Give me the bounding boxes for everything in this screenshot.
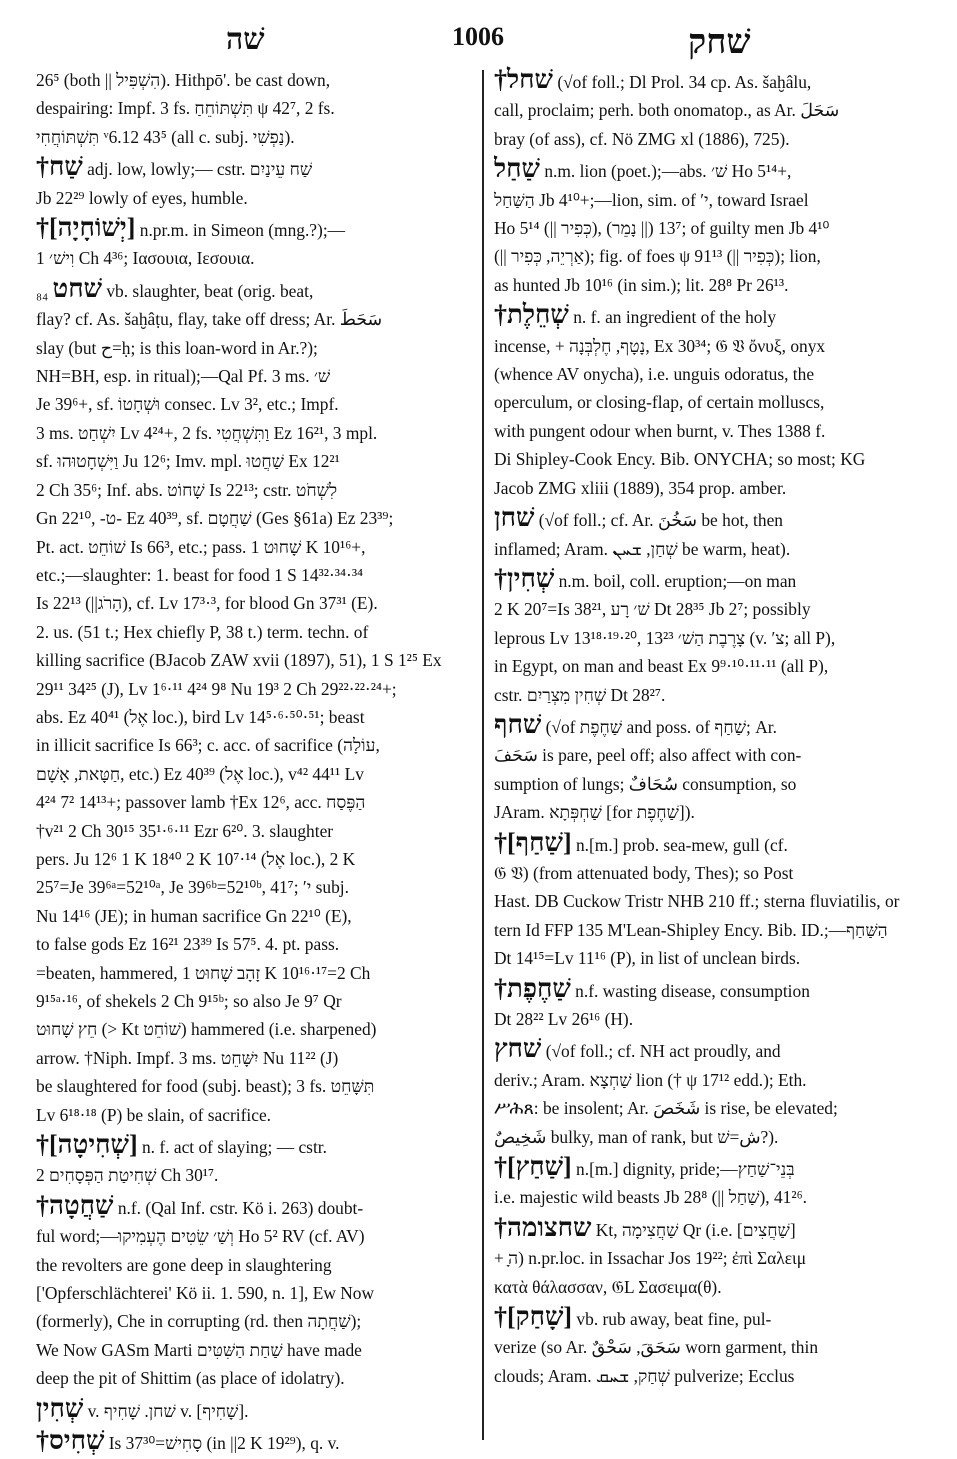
entry-text: n.m. boil, coll. eruption;—on man (558, 570, 797, 591)
entry-line (36, 362, 476, 390)
entry-line (36, 533, 476, 561)
entry-text: (|| אַרְיֵה, כְּפִיר); fig. of foes ψ 91¹³ (|| כְּפִיר); lion, (494, 246, 821, 267)
entry-text: to false gods Ez 16²¹ 23³⁹ Is 57⁵. 4. pt. pass. (36, 934, 340, 955)
entry-text: killing sacrifice (BJacob ZAW xvii (1897), 51), 1 S 1²⁵ Ex (36, 650, 442, 671)
entry-text: n.f. wasting disease, consumption (575, 980, 810, 1001)
entry-text: Kt, שַׁחֲצִימָה Qr (i.e. [שַׁחֲצִים] (595, 1219, 796, 1240)
entry-line (494, 1362, 932, 1390)
entry-line (494, 66, 932, 96)
entry-text: Gn 22¹⁰, -ט- Ez 40³⁹, sf. שַׁחֲטָם (Ges §61a) Ez 23³⁹; (36, 508, 394, 529)
entry-text: κατὰ θάλασσαν, 𝔊L Σασειμα(θ). (494, 1276, 722, 1297)
entry-text: n.[m.] dignity, pride;—בְּנֵי־שַׁחַץ (576, 1159, 795, 1180)
entry-line (494, 595, 932, 623)
entry-text: ful word;—וְשַׁ׳ שֵׂטִים הֶעְמִיקוּ Ho 5² RV (cf. AV) (36, 1226, 365, 1247)
dictionary-entry (494, 565, 932, 709)
dictionary-entry (494, 155, 932, 299)
column-divider (482, 70, 484, 1440)
entry-line (494, 798, 932, 826)
entry-line (494, 417, 932, 445)
dictionary-entry (494, 1035, 932, 1151)
entry-text: (formerly), Che in corrupting (rd. then שַׁחֲתָה); (36, 1311, 362, 1332)
entry-line (494, 242, 932, 270)
entry-line (36, 1222, 476, 1250)
entry-text: ['Opferschlächterei' Kö ii. 1. 590, n. 1], Ew Now (36, 1283, 375, 1304)
entry-headword: †שַׁחֲטָה (36, 1191, 114, 1220)
entry-line (494, 1273, 932, 1301)
entry-line (36, 1044, 476, 1072)
entry-text: + ה‍ָ) n.pr.loc. in Issachar Jos 19²²; ἐπὶ Σαλειμ (494, 1248, 807, 1269)
entry-text: sf. וַיִּשְׁחָטוּהוּ Ju 12⁶; Imv. mpl. שַׁחֲטוּ Ex 12²¹ (36, 451, 340, 472)
entry-line (36, 305, 476, 333)
dictionary-entry (36, 153, 476, 212)
entry-headword: †שְׁחֵלֶת (494, 301, 569, 330)
entry-text: Lv 6¹⁸·¹⁸ (P) be slain, of sacrifice. (36, 1104, 272, 1125)
entry-text: (whence AV onycha), i.e. unguis odoratus, the (494, 364, 815, 385)
entry-text: We Now GASm Marti שַׁחַת הַשִּׁטִּים have made (36, 1339, 362, 1360)
entry-line (494, 916, 932, 944)
entry-line (36, 646, 476, 674)
entry-line (36, 959, 476, 987)
entry-line (36, 244, 476, 272)
right-column (494, 66, 932, 1390)
entry-line (494, 652, 932, 680)
entry-text: arrow. †Niph. Impf. 3 ms. יִשָּׁחֵט Nu 11²² (J) (36, 1047, 339, 1068)
entry-text: 26⁵ (both || הִשְׁפִּיל). Hithpō'. be cast down, (36, 70, 331, 90)
entry-text: with pungent odour when burnt, v. Thes 1388 f. (494, 420, 826, 441)
entry-line (494, 1066, 932, 1094)
entry-text: deep the pit of Shittim (as place of idolatry). (36, 1368, 345, 1389)
entry-text: 𝔊 𝔙) (from attenuated body, Thes); so Post (494, 862, 794, 883)
entry-text: operculum, or closing-flap, of certain molluscs, (494, 392, 825, 413)
entry-line (494, 944, 932, 972)
entry-line (36, 447, 476, 475)
entry-text: חַטָּאת, אָשָׁם, etc.) Ez 40³⁹ (אֶל loc.), v⁴² 44¹¹ Lv (36, 763, 364, 784)
entry-text: be slaughtered for food (subj. beast); 3 fs. תִּשָּׁחֵט (36, 1076, 375, 1097)
entry-headword: †שַׁחֶפֶת (494, 974, 571, 1003)
entry-text: abs. Ez 40⁴¹ (אֶל loc.), bird Lv 14⁵·⁶·⁵⁰·⁵¹; beast (36, 706, 365, 727)
entry-line (494, 535, 932, 563)
entry-line (494, 445, 932, 473)
entry-line (36, 184, 476, 212)
entry-line (494, 1333, 932, 1361)
entry-text: Di Shipley-Cook Ency. Bib. ONYCHA; so most; KG (494, 449, 866, 470)
entry-text: תִּשְׁתּוֹחֲחִי ᵛ6.12 43⁵ (all c. subj. נַפְשִׁי). (36, 126, 295, 147)
entry-line (494, 681, 932, 709)
entry-line (494, 1214, 932, 1244)
entry-text: n. f. act of slaying; — cstr. (141, 1137, 327, 1158)
entry-text: سَحَفَ is pare, peel off; also affect with con- (494, 745, 802, 766)
entry-text: as hunted Jb 10¹⁶ (in sim.); lit. 28⁸ Pr 26¹³. (494, 274, 789, 295)
entry-line (36, 390, 476, 418)
entry-line (36, 153, 476, 183)
dictionary-entry (494, 1153, 932, 1212)
entry-text: Jb 22²⁹ lowly of eyes, humble. (36, 187, 248, 208)
entry-text: n.[m.] prob. sea-mew, gull (cf. (575, 834, 788, 855)
entry-text: Hast. DB Cuckow Tristr NHB 210 ff.; sterna fluviatilis, or (494, 891, 900, 912)
entry-line (494, 741, 932, 769)
entry-line (494, 829, 932, 859)
entry-line (494, 155, 932, 185)
running-head-left: שׁה (226, 22, 265, 57)
entry-headword: †שחצומה (494, 1213, 592, 1242)
entry-line (494, 271, 932, 299)
entry-text: (√of שַׁחֶפֶת and poss. of שַׁחַף; Ar. (545, 716, 777, 737)
entry-line (36, 1395, 476, 1425)
dictionary-entry (36, 275, 476, 1129)
entry-line (36, 987, 476, 1015)
entry-line (494, 1005, 932, 1033)
entry-text: Pt. act. שׁוֹחֵט Is 66³, etc.; pass. שָׁחוּט 1 K 10¹⁶+, (36, 536, 366, 557)
entry-text: slay (but ح=ḥ; is this loan-word in Ar.?); (36, 337, 318, 358)
dictionary-entry (494, 975, 932, 1034)
entry-headword: †[שַׁחַף] (494, 828, 572, 857)
entry-text: n.f. (Qal Inf. cstr. Kö i. 263) doubt- (117, 1197, 364, 1218)
entry-headword: †שְׁחִין (494, 564, 555, 593)
entry-text: ሥሕጸ: be insolent; Ar. شَخَصَ is rise, be elevated; (494, 1098, 838, 1119)
entry-text: شَخِيصٌ bulky, man of rank, but ش=שׁ?). (494, 1126, 779, 1147)
entry-text: in illicit sacrifice Is 66³; c. acc. of sacrifice (עוֹלָה, (36, 735, 380, 756)
entry-text: 2. us. (51 t.; Hex chiefly P, 38 t.) term. techn. of (36, 621, 369, 642)
entry-text: Dt 28²² Lv 26¹⁶ (H). (494, 1009, 634, 1029)
entry-line (494, 624, 932, 652)
entry-line (36, 504, 476, 532)
entry-headword: †שַׁח (36, 153, 83, 182)
entry-text: in Egypt, on man and beast Ex 9⁹·¹⁰·¹¹·¹¹ (all P), (494, 656, 829, 677)
entry-line (36, 618, 476, 646)
entry-text: וִישׁ׳ 1 Ch 4³⁶; Ιασουια, Ιεσουια. (36, 248, 255, 269)
dictionary-entry (494, 1303, 932, 1390)
entry-text: Nu 14¹⁶ (JE); in human sacrifice Gn 22¹⁰ (E), (36, 905, 352, 926)
entry-text: Ho 5¹⁴ (|| כְּפִיר), 13⁷ (|| נָמֵר); of guilty men Jb 4¹⁰ (494, 218, 830, 239)
entry-text: sumption of lungs; سُحَافٌ consumption, so (494, 773, 797, 794)
entry-line (36, 334, 476, 362)
dictionary-entry (494, 301, 932, 502)
entry-line (36, 817, 476, 845)
entry-text: pers. Ju 12⁶ 1 K 18⁴⁰ 2 K 10⁷·¹⁴ (אֶל loc.), 2 K (36, 848, 356, 869)
entry-headword: †[שַׁחַץ] (494, 1153, 572, 1182)
entry-line (494, 332, 932, 360)
entry-line (36, 214, 476, 244)
entry-line (36, 1307, 476, 1335)
entry-line (494, 1303, 932, 1333)
dictionary-entry (36, 1427, 476, 1457)
entry-text: הַשַּׁחַל Jb 4¹⁰+;—lion, sim. of ′י, toward Israel (494, 189, 809, 210)
dictionary-entry (36, 1192, 476, 1393)
entry-text: n. f. an ingredient of the holy (573, 307, 777, 328)
dictionary-entry (494, 1214, 932, 1301)
entry-text: JAram. שַׁחְפְּתָא [for שַׁחֶפֶת]). (494, 802, 695, 823)
page-number: 1006 (452, 22, 504, 51)
entry-line (36, 123, 476, 151)
entry-line (494, 565, 932, 595)
entry-text: Is 22¹³ (||הָרֹג), cf. Lv 17³·³, for blood Gn 37³¹ (E). (36, 593, 378, 614)
entry-text: 4²⁴ 7² 14¹³+; passover lamb †Ex 12⁶, acc. הַפֶּסַח (36, 792, 366, 813)
entry-line (36, 760, 476, 788)
entry-headword: שׁחץ (494, 1035, 542, 1064)
entry-line (494, 1183, 932, 1211)
entry-line (36, 1101, 476, 1129)
entry-text: v. שׁחן. שָׁחִיף v. [שָׁחִיף]. (87, 1400, 249, 1421)
entry-line (36, 788, 476, 816)
entry-text: 29¹¹ 34²⁵ (J), Lv 1⁶·¹¹ 4²⁴ 9⁸ Nu 19³ 2 Ch 29²²·²²·²⁴+; (36, 678, 397, 699)
entry-line (36, 476, 476, 504)
entry-text: incense, + נָטָף, חֶלְבְּנָה, Ex 30³⁴; 𝔊 𝔙 ὄνυξ, onyx (494, 335, 826, 356)
entry-headword: שְׁחִין (36, 1394, 84, 1423)
entry-line (36, 1161, 476, 1189)
entry-text: despairing: Impf. 3 fs. תִּשְׁתּוֹחֵחַ ψ 42⁷, 2 fs. (36, 98, 335, 119)
entry-line (36, 873, 476, 901)
entry-headword: †שׁחל (494, 66, 553, 94)
entry-line (494, 859, 932, 887)
entry-line (36, 1364, 476, 1392)
entry-line (36, 561, 476, 589)
entry-text: verize (so Ar. سَحَقَ, سَحْقٌ worn garment, thin (494, 1337, 819, 1358)
entry-line (36, 94, 476, 122)
entry-line (494, 1123, 932, 1151)
entry-headword: †[יְשׁוֹחָיָה] (36, 214, 136, 243)
entry-line (36, 1072, 476, 1100)
dictionary-entry (36, 1395, 476, 1425)
entry-headword: שׁחן (494, 504, 535, 533)
entry-headword: שַׁחַל (494, 155, 540, 184)
dictionary-entry (36, 214, 476, 273)
entry-headword: שׁחט (52, 274, 102, 303)
dictionary-entry (494, 66, 932, 153)
entry-text: 25⁷=Je 39⁶ᵃ=52¹⁰ᵃ, Je 39⁶ᵇ=52¹⁰ᵇ, 41⁷; ′י subj. (36, 877, 349, 898)
entry-line (36, 675, 476, 703)
entry-line (494, 711, 932, 741)
entry-text: bray (of ass), cf. Nö ZMG xl (1886), 725). (494, 128, 790, 149)
entry-text: חֵץ שָׁחוּט (> Kt שׁוֹחֵט) hammered (i.e. sharpened) (36, 1019, 377, 1040)
entry-line (494, 388, 932, 416)
entry-line (36, 419, 476, 447)
entry-line (36, 731, 476, 759)
entry-text: n.m. lion (poet.);—abs. שׁ׳ Ho 5¹⁴+, (544, 161, 792, 182)
running-head-right: שׁחק (688, 22, 751, 62)
dictionary-entry (494, 504, 932, 563)
entry-text: ₈₄ vb. slaughter, beat (orig. beat, (36, 280, 314, 301)
entry-text: inflamed; Aram. שְׁחַן, ܫܚܢ be warm, heat). (494, 538, 791, 559)
entry-text: etc.;—slaughter: 1. beast for food 1 S 14³²·³⁴·³⁴ (36, 564, 364, 585)
entry-line (36, 1427, 476, 1457)
entry-line (494, 1035, 932, 1065)
entry-line (36, 902, 476, 930)
entry-line (36, 703, 476, 731)
entry-text: clouds; Aram. שְׁחַק, ܫܚܩ pulverize; Ecclus (494, 1365, 795, 1386)
entry-line (494, 96, 932, 124)
entry-line (494, 214, 932, 242)
entry-text: i.e. majestic wild beasts Jb 28⁸ (|| שַׁחַל), 41²⁶. (494, 1187, 807, 1208)
entry-text: Jacob ZMG xliii (1889), 354 prop. amber. (494, 477, 787, 498)
entry-line (36, 1251, 476, 1279)
entry-line (494, 887, 932, 915)
dictionary-entry (494, 711, 932, 827)
entry-text: (√of foll.; cf. NH act proudly, and (545, 1041, 781, 1062)
dictionary-entry (36, 66, 476, 151)
entry-line (494, 1094, 932, 1122)
entry-text: 3 ms. יִשְׁחַט Lv 4²⁴+, 2 fs. וַתִּשְׁחֲטִי Ez 16²¹, 3 mpl. (36, 422, 378, 443)
entry-headword: †[שְׁחִיטָה] (36, 1131, 138, 1160)
entry-text: Je 39⁶+, sf. וּשְׁחָטוֹ consec. Lv 3², etc.; Impf. (36, 394, 339, 415)
entry-headword: †[שָׁחַק] (494, 1303, 573, 1332)
entry-text: adj. low, lowly;— cstr. שַׁח עֵינַיִם (87, 159, 313, 180)
entry-line (36, 1192, 476, 1222)
entry-text: flay? cf. As. šaḫâṭu, flay, take off dress; Ar. سَحَطَ (36, 309, 383, 330)
entry-line (36, 845, 476, 873)
entry-text: 2 Ch 35⁶; Inf. abs. שָׁחוֹט Is 22¹³; cstr. לִשְׁחֹט (36, 479, 338, 500)
entry-text: Is 37³⁰=סָחִישׁ (in ||2 K 19²⁹), q. v. (108, 1433, 340, 1454)
entry-text: =beaten, hammered, זָהָב שָׁחוּט 1 K 10¹⁶·¹⁷=2 Ch (36, 962, 371, 983)
entry-text: †v²¹ 2 Ch 30¹⁵ 35¹·⁶·¹¹ Ezr 6²⁰. 3. slaughter (36, 820, 334, 841)
entry-line (36, 66, 476, 94)
entry-line (494, 504, 932, 534)
entry-text: n.pr.m. in Simeon (mng.?);— (139, 220, 346, 241)
entry-line (494, 301, 932, 331)
entry-text: call, proclaim; perh. both onomatop., as Ar. سَحَلَ (494, 100, 840, 121)
entry-line (36, 1015, 476, 1043)
entry-line (494, 975, 932, 1005)
entry-text: leprous Lv 13¹⁸·¹⁹·²⁰, צָרֶבֶת הַשׁ׳ 13²³ (v. ′צ; all P), (494, 627, 836, 648)
entry-line (494, 1153, 932, 1183)
entry-line (36, 930, 476, 958)
entry-line (36, 275, 476, 305)
dictionary-entry (36, 1131, 476, 1190)
entry-line (494, 360, 932, 388)
entry-text: 2 K 20⁷=Is 38²¹, שׁ׳ רָע Dt 28³⁵ Jb 2⁷; possibly (494, 599, 811, 620)
entry-line (494, 125, 932, 153)
entry-text: שְׁחִיטַת הַפְּסָחִים 2 Ch 30¹⁷. (36, 1165, 219, 1186)
entry-line (494, 770, 932, 798)
entry-line (494, 1244, 932, 1272)
entry-text: vb. rub away, beat fine, pul- (576, 1309, 772, 1330)
entry-line (494, 474, 932, 502)
entry-text: Dt 14¹⁵=Lv 11¹⁶ (P), in list of unclean birds. (494, 948, 801, 969)
entry-text: deriv.; Aram. שַׁחְצָא lion († ψ 17¹² edd.); Eth. (494, 1069, 807, 1090)
entry-headword: שׁחף (494, 710, 542, 739)
entry-text: the revolters are gone deep in slaughtering (36, 1254, 332, 1275)
entry-line (36, 1279, 476, 1307)
entry-line (494, 186, 932, 214)
entry-text: cstr. שְׁחִין מִצְרַיִם Dt 28²⁷. (494, 684, 666, 705)
entry-text: (√of foll.; cf. Ar. سَخُنَ be hot, then (538, 510, 783, 531)
entry-line (36, 1336, 476, 1364)
left-column (36, 66, 476, 1458)
entry-headword: †שְׁחִיס (36, 1427, 105, 1456)
entry-text: (√of foll.; Dl Prol. 34 cp. As. šaḫâlu, (557, 72, 812, 92)
entry-line (36, 589, 476, 617)
entry-text: 9¹⁵ᵃ·¹⁶, of shekels 2 Ch 9¹⁵ᵇ; so also Je 9⁷ Qr (36, 991, 342, 1011)
entry-line (36, 1131, 476, 1161)
dictionary-entry (494, 829, 932, 973)
entry-text: NH=BH, esp. in ritual);—Qal Pf. 3 ms. שׁ׳ (36, 366, 331, 387)
entry-text: tern Id FFP 135 M'Lean-Shipley Ency. Bib. ID.;—הַשַּׁחַף (494, 919, 888, 940)
